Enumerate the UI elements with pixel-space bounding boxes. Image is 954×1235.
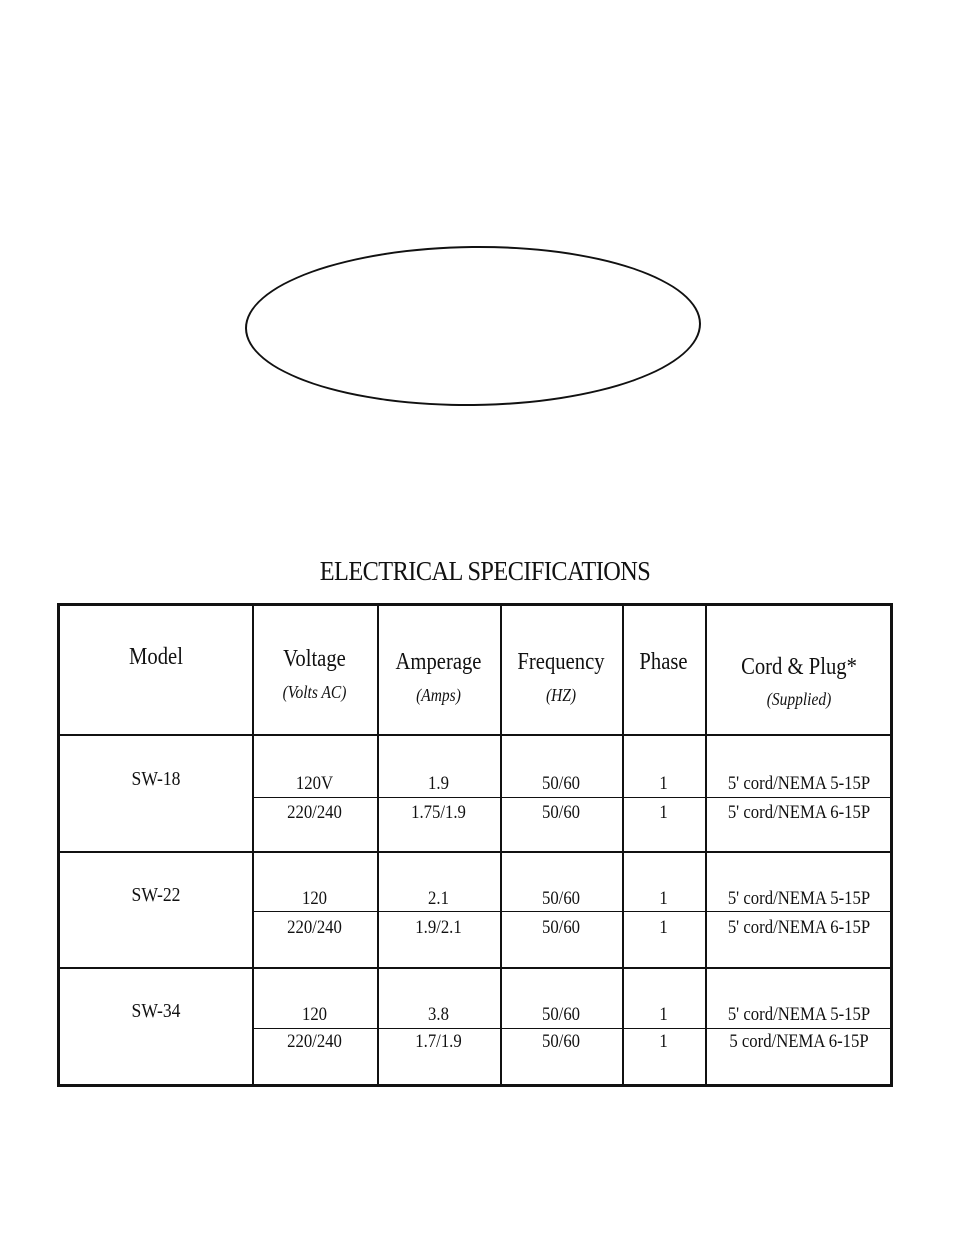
phase-cell: 1 <box>659 773 668 794</box>
model-cell: SW-18 <box>131 768 181 790</box>
model-cell: SW-22 <box>131 884 181 906</box>
frequency-cell: 50/60 <box>541 802 581 823</box>
amperage-cell: 1.9/2.1 <box>415 917 462 938</box>
header-cord-plug: Cord & Plug* <box>741 654 857 680</box>
frequency-cell: 50/60 <box>541 888 581 909</box>
frequency-cell: 50/60 <box>541 773 581 794</box>
cord-cell: 5' cord/NEMA 6-15P <box>727 917 871 938</box>
electrical-specs-table <box>57 603 893 1087</box>
header-amperage: Amperage <box>395 649 482 675</box>
amperage-cell: 3.8 <box>428 1004 449 1025</box>
amperage-cell: 2.1 <box>428 888 449 909</box>
cord-cell: 5' cord/NEMA 5-15P <box>727 773 871 794</box>
phase-cell: 1 <box>659 1031 668 1052</box>
column-divider <box>500 606 502 1084</box>
cord-cell: 5' cord/NEMA 6-15P <box>727 802 871 823</box>
cord-cell: 5 cord/NEMA 6-15P <box>729 1031 869 1052</box>
voltage-cell: 220/240 <box>287 1031 342 1052</box>
header-amperage-unit: (Amps) <box>416 685 461 705</box>
subrow-divider <box>253 797 890 798</box>
column-divider <box>252 606 254 1084</box>
page-title: ELECTRICAL SPECIFICATIONS <box>319 556 651 586</box>
column-divider <box>622 606 624 1084</box>
header-frequency: Frequency <box>517 649 605 675</box>
phase-cell: 1 <box>659 888 668 909</box>
cord-cell: 5' cord/NEMA 5-15P <box>727 888 871 909</box>
phase-cell: 1 <box>659 802 668 823</box>
row-divider <box>60 851 890 853</box>
amperage-cell: 1.7/1.9 <box>415 1031 462 1052</box>
phase-cell: 1 <box>659 1004 668 1025</box>
voltage-cell: 120V <box>295 773 334 794</box>
header-phase: Phase <box>639 649 688 675</box>
voltage-cell: 220/240 <box>287 917 342 938</box>
header-model: Model <box>129 644 183 670</box>
amperage-cell: 1.9 <box>428 773 449 794</box>
amperage-cell: 1.75/1.9 <box>411 802 466 823</box>
cord-cell: 5' cord/NEMA 5-15P <box>727 1004 871 1025</box>
column-divider <box>705 606 707 1084</box>
header-cord-plug-unit: (Supplied) <box>766 689 832 709</box>
model-cell: SW-34 <box>131 1000 181 1022</box>
blank-oval-label <box>244 244 702 409</box>
subrow-divider <box>253 911 890 912</box>
header-frequency-unit: (HZ) <box>545 685 577 705</box>
voltage-cell: 220/240 <box>287 802 342 823</box>
column-divider <box>377 606 379 1084</box>
subrow-divider <box>253 1028 890 1029</box>
voltage-cell: 120 <box>301 888 328 909</box>
header-voltage-unit: (Volts AC) <box>282 682 347 702</box>
frequency-cell: 50/60 <box>541 1004 581 1025</box>
header-voltage: Voltage <box>283 646 346 672</box>
row-divider <box>60 967 890 969</box>
row-divider <box>60 734 890 736</box>
frequency-cell: 50/60 <box>541 917 581 938</box>
voltage-cell: 120 <box>301 1004 328 1025</box>
phase-cell: 1 <box>659 917 668 938</box>
frequency-cell: 50/60 <box>541 1031 581 1052</box>
